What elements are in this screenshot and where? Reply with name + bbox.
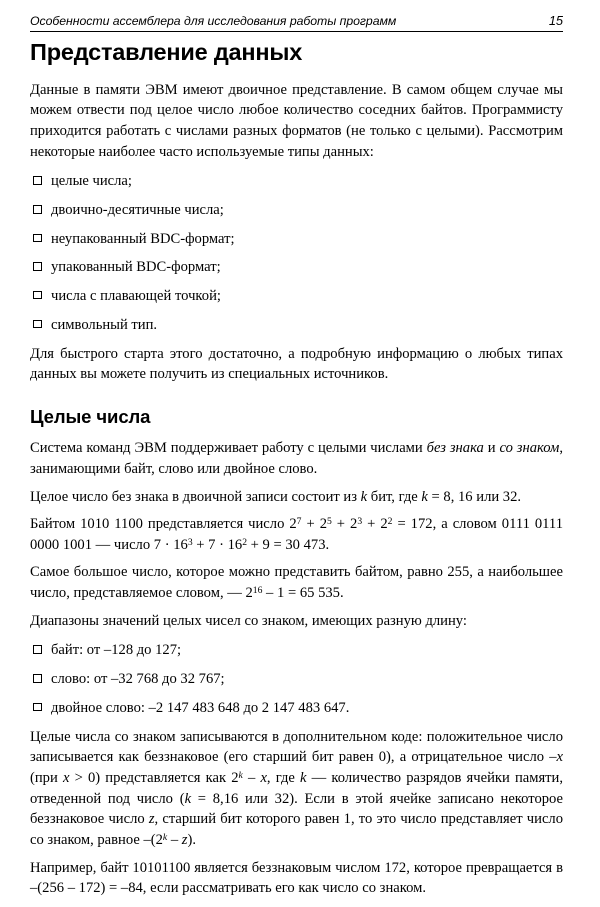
variable-k: k: [184, 790, 192, 807]
text-run: ).: [187, 831, 196, 848]
text-run: — количество разрядов ячейки памяти, отведенной под число (: [30, 770, 564, 807]
intro-paragraph: Данные в памяти ЭВМ имеют двоичное представление. В самом общем случае мы можем отвести под целое число любое количество соседних байтов. Программисту приходится работать с числами разных форматов (не только с целыми). Рассмотрим некоторые наиболее часто используемые типы данных:: [30, 81, 563, 160]
text-run: + 2: [362, 516, 388, 533]
text-run: > 0) представляется как 2: [69, 770, 239, 787]
list-item: [30, 286, 563, 306]
list-item-label: символьный тип.: [51, 316, 158, 333]
text-run: , занимающими байт, слово или двойное слово.: [30, 440, 563, 477]
text-run: = 8, 16 или 32.: [427, 488, 522, 505]
square-bullet-icon: [33, 205, 42, 214]
text-run: и: [483, 440, 500, 457]
variable-k: k: [421, 488, 428, 505]
text-run: (при: [30, 770, 63, 787]
square-bullet-icon: [33, 262, 42, 271]
integers-paragraph-7: Например, байт 10101100 является беззнаковым числом 172, которое превращается в –(256 – 172) = –84, если рассматривать его как число со знаком.: [30, 859, 563, 897]
page-number: 15: [548, 13, 563, 28]
superscript-k: k: [238, 770, 243, 782]
text-run: , где: [266, 770, 301, 787]
list-item-label: двойное слово: –2 147 483 648 до 2 147 483 647.: [51, 699, 350, 716]
emphasis-run: без знака: [426, 440, 484, 457]
variable-k: k: [360, 488, 368, 505]
superscript: 5: [327, 516, 332, 528]
integers-paragraph-2: [30, 487, 563, 508]
integers-paragraph-5: Диапазоны значений целых чисел со знаком, имеющих разную длину:: [30, 612, 467, 629]
integers-paragraph-6: [30, 727, 563, 851]
text-run: , старший бит которого равен 1, то это число представляет число со знаком, равное –(2: [30, 811, 564, 848]
text-run: Система команд ЭВМ поддерживает работу с целыми числами: [30, 440, 427, 457]
text-run: = 172, а словом 0111 0111 0000 1001 — число 7 · 16: [30, 516, 563, 553]
running-title: Особенности ассемблера для исследования работы программ: [30, 14, 397, 28]
list-item-label: слово: от –32 768 до 32 767;: [51, 671, 225, 688]
variable-z: z: [181, 831, 188, 848]
superscript: 3: [187, 536, 193, 548]
text-run: Целые числа со знаком записываются в дополнительном коде: положительное число записывается как беззнаковое (его старший бит равен 0), а отрицательное число –: [30, 728, 563, 766]
after-list-paragraph: Для быстрого старта этого достаточно, а подробную информацию о любых типах данных вы можете получить из специальных источников.: [30, 345, 563, 383]
text-run: –: [242, 770, 261, 787]
list-item-label: целые числа;: [51, 173, 132, 190]
list-item: [30, 200, 563, 220]
data-types-list: [30, 171, 563, 334]
section-subtitle: Целые числа: [30, 405, 151, 427]
running-header: [30, 13, 563, 28]
list-item: [30, 315, 563, 335]
header-rule: [30, 31, 563, 32]
text-run: бит, где: [367, 488, 422, 505]
emphasis-run: со знаком: [499, 440, 560, 457]
text-run: –: [167, 831, 182, 848]
variable-k: k: [300, 770, 307, 787]
square-bullet-icon: [33, 674, 42, 683]
square-bullet-icon: [33, 320, 42, 329]
list-item-label: двоично-десятичные числа;: [51, 202, 224, 219]
list-item-label: числа с плавающей точкой;: [51, 287, 221, 304]
text-run: = 8,16 или 32). Если в этой ячейке записано некоторое беззнаковое число: [30, 790, 563, 828]
superscript: 2: [387, 516, 393, 528]
list-item-label: байт: от –128 до 127;: [51, 642, 182, 659]
ranges-list: [30, 640, 563, 717]
page-title: Представление данных: [30, 39, 303, 65]
list-item-label: неупакованный BDC-формат;: [51, 230, 235, 247]
list-item: [30, 257, 563, 277]
variable-x: x: [260, 770, 267, 787]
text-run: – 1 = 65 535.: [262, 585, 344, 602]
integers-paragraph-3: [30, 514, 563, 555]
square-bullet-icon: [33, 645, 42, 654]
text-run: Целое число без знака в двоичной записи состоит из: [30, 488, 361, 505]
list-item: [30, 229, 563, 249]
text-run: Самое большое число, которое можно представить байтом, равно 255, а наибольшее число, представляемое словом, — 2: [30, 564, 563, 602]
superscript: 7: [296, 516, 302, 528]
list-item: [30, 171, 563, 191]
integers-paragraph-1: [30, 438, 563, 479]
square-bullet-icon: [33, 703, 42, 712]
variable-x: x: [556, 749, 563, 766]
square-bullet-icon: [33, 291, 42, 300]
text-run: + 7 · 16: [192, 536, 243, 553]
text-run: + 2: [331, 516, 358, 533]
variable-z: z: [148, 811, 155, 828]
superscript-k: k: [162, 831, 168, 843]
list-item: [30, 669, 563, 689]
square-bullet-icon: [33, 176, 42, 185]
variable-x: x: [62, 770, 70, 787]
text-run: + 9 = 30 473.: [247, 536, 330, 553]
text-run: Байтом 1010 1100 представляется число 2: [30, 516, 297, 533]
integers-paragraph-4: [30, 562, 563, 603]
list-item: [30, 640, 563, 660]
superscript: 16: [252, 585, 263, 597]
superscript: 2: [242, 536, 248, 548]
text-run: + 2: [301, 516, 327, 533]
square-bullet-icon: [33, 234, 42, 243]
page-content: [30, 36, 563, 907]
list-item: [30, 698, 563, 718]
superscript: 3: [357, 516, 363, 528]
list-item-label: упакованный BDC-формат;: [51, 259, 221, 276]
